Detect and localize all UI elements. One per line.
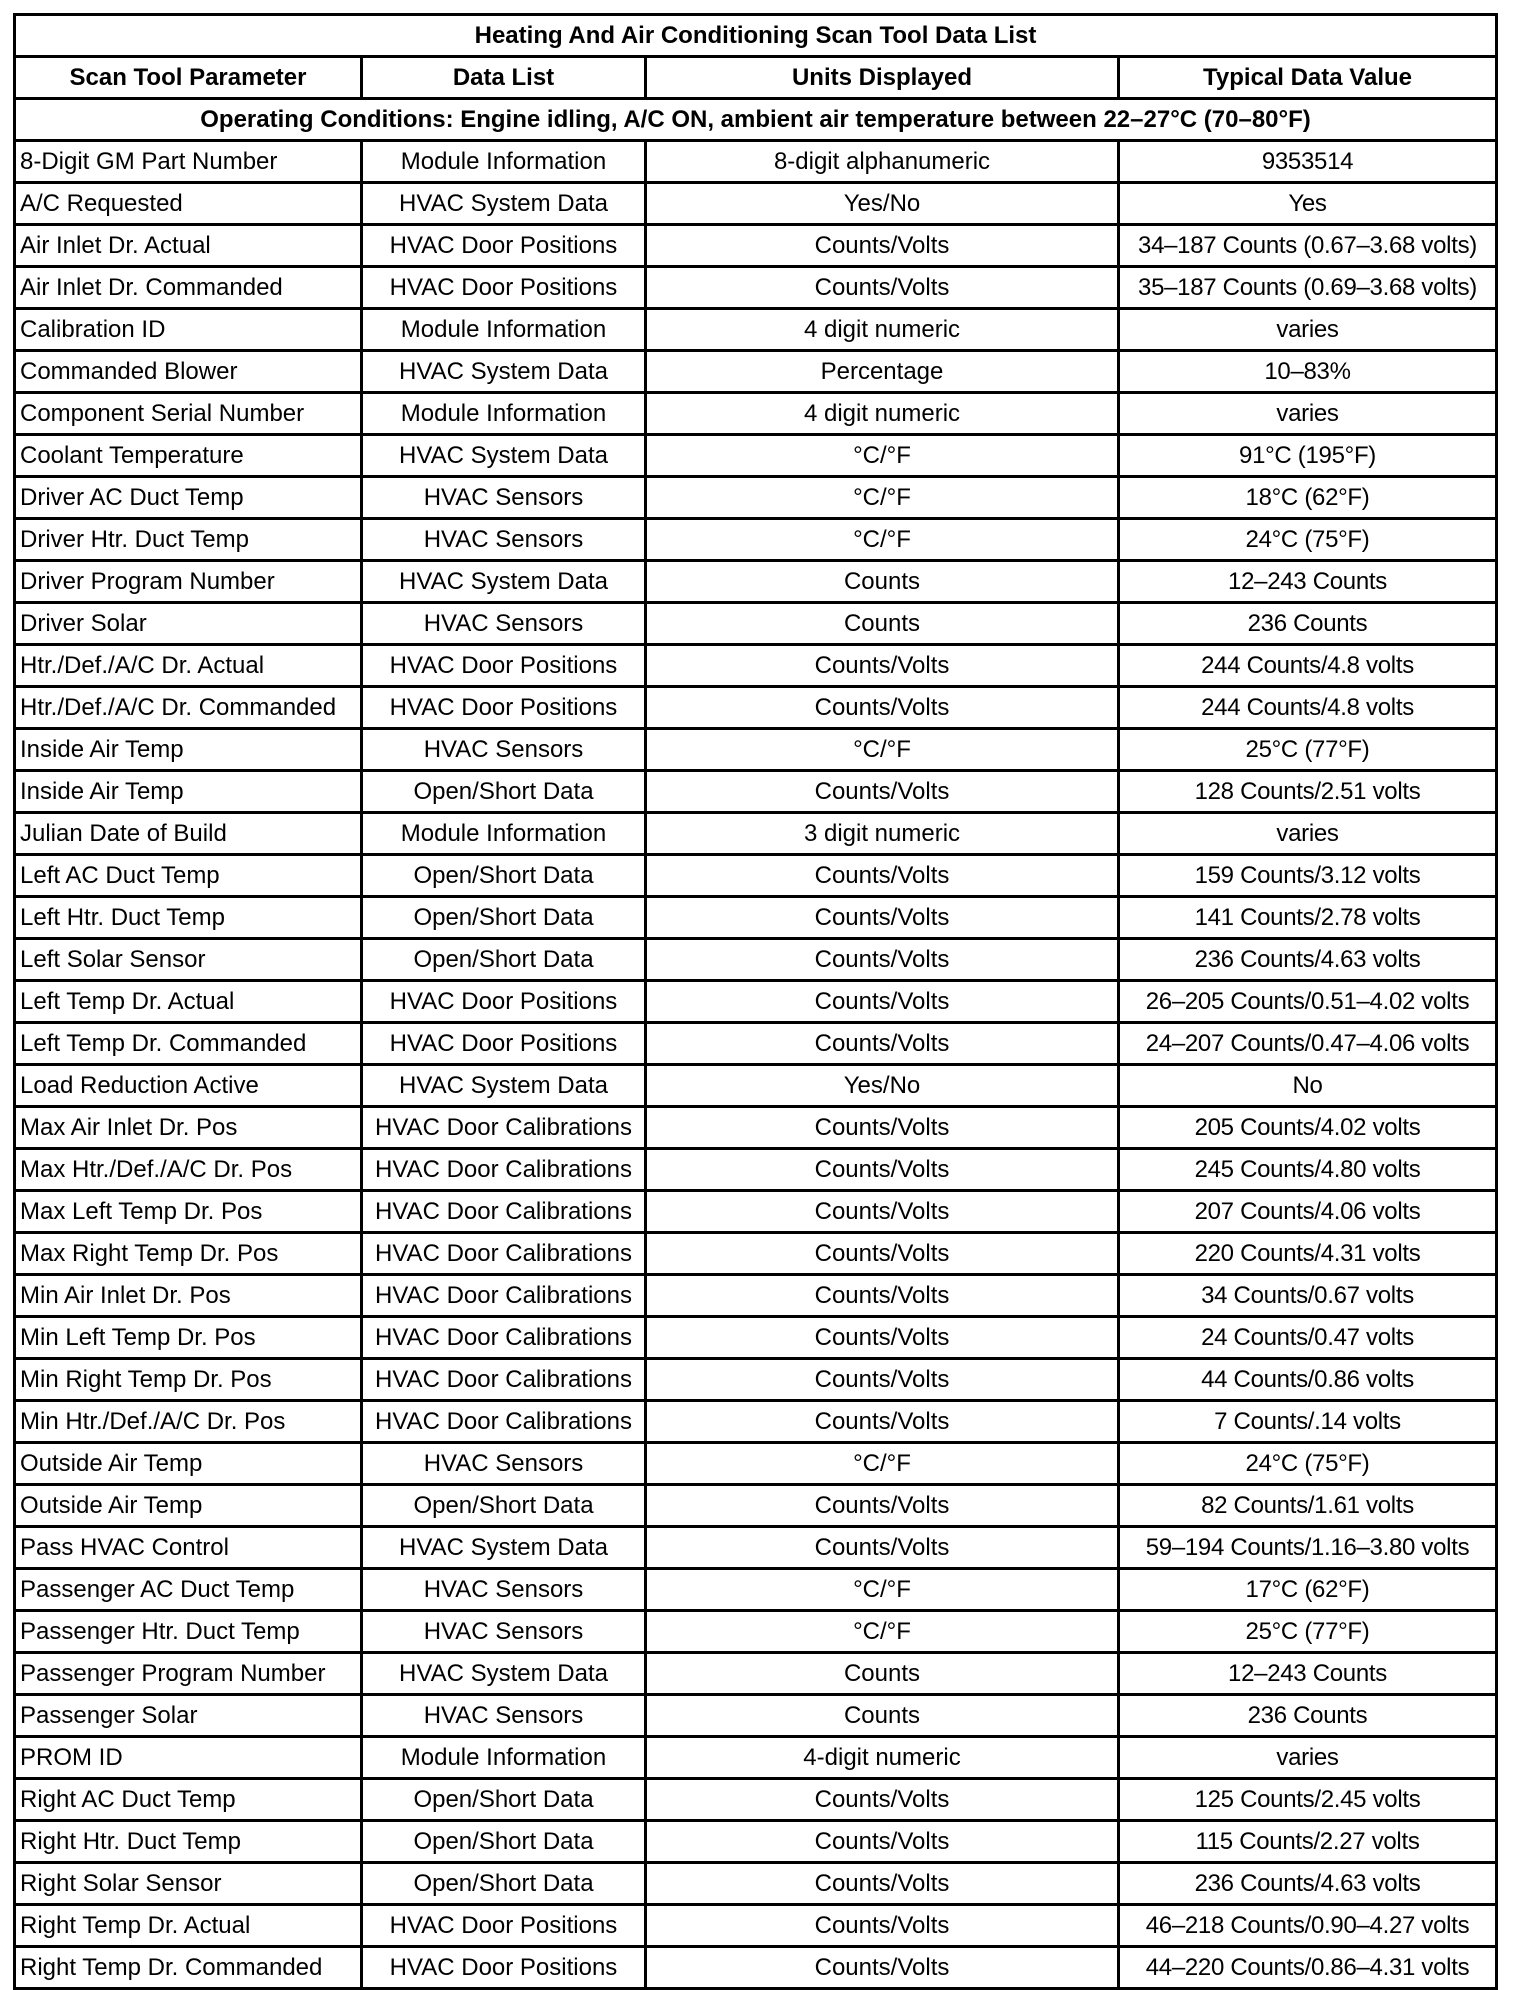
cell-units: Counts/Volts [646,939,1119,981]
table-row [15,1107,1497,1149]
table-row [15,1905,1497,1947]
cell-parameter: Driver AC Duct Temp [15,477,362,519]
cell-units: 4 digit numeric [646,393,1119,435]
cell-parameter: Min Right Temp Dr. Pos [15,1359,362,1401]
cell-units: Counts/Volts [646,1023,1119,1065]
table-row [15,1191,1497,1233]
cell-typical-value: 12–243 Counts [1119,1653,1497,1695]
cell-data-list: Open/Short Data [362,939,646,981]
table-row [15,267,1497,309]
cell-typical-value: 236 Counts/4.63 volts [1119,939,1497,981]
cell-parameter: Max Air Inlet Dr. Pos [15,1107,362,1149]
cell-parameter: A/C Requested [15,183,362,225]
cell-typical-value: 17°C (62°F) [1119,1569,1497,1611]
cell-data-list: HVAC Sensors [362,729,646,771]
cell-units: Counts/Volts [646,1149,1119,1191]
cell-units: Counts/Volts [646,1233,1119,1275]
table-row [15,1401,1497,1443]
cell-data-list: HVAC Sensors [362,519,646,561]
cell-typical-value: 9353514 [1119,141,1497,183]
scan-tool-data-table [13,13,1498,1990]
cell-parameter: Inside Air Temp [15,729,362,771]
cell-units: Counts/Volts [646,225,1119,267]
header-data-list: Data List [362,57,646,99]
cell-data-list: HVAC System Data [362,1065,646,1107]
cell-units: Counts/Volts [646,1527,1119,1569]
operating-conditions-row [15,99,1497,141]
cell-data-list: Module Information [362,309,646,351]
table-row [15,1359,1497,1401]
cell-units: Counts/Volts [646,1485,1119,1527]
cell-typical-value: 236 Counts [1119,1695,1497,1737]
cell-typical-value: 59–194 Counts/1.16–3.80 volts [1119,1527,1497,1569]
cell-data-list: HVAC System Data [362,1527,646,1569]
table-row [15,225,1497,267]
cell-data-list: HVAC Sensors [362,1443,646,1485]
cell-parameter: Left Solar Sensor [15,939,362,981]
cell-typical-value: 245 Counts/4.80 volts [1119,1149,1497,1191]
cell-typical-value: Yes [1119,183,1497,225]
cell-data-list: HVAC Door Calibrations [362,1317,646,1359]
cell-data-list: HVAC Door Positions [362,981,646,1023]
cell-parameter: Pass HVAC Control [15,1527,362,1569]
cell-typical-value: 18°C (62°F) [1119,477,1497,519]
cell-units: Counts/Volts [646,1191,1119,1233]
cell-typical-value: 244 Counts/4.8 volts [1119,645,1497,687]
table-row [15,645,1497,687]
cell-parameter: Min Htr./Def./A/C Dr. Pos [15,1401,362,1443]
cell-typical-value: varies [1119,1737,1497,1779]
cell-typical-value: 26–205 Counts/0.51–4.02 volts [1119,981,1497,1023]
cell-typical-value: 25°C (77°F) [1119,1611,1497,1653]
cell-data-list: HVAC Door Positions [362,225,646,267]
cell-parameter: Driver Solar [15,603,362,645]
cell-parameter: Outside Air Temp [15,1485,362,1527]
cell-units: Counts [646,1653,1119,1695]
cell-typical-value: 35–187 Counts (0.69–3.68 volts) [1119,267,1497,309]
cell-parameter: Commanded Blower [15,351,362,393]
cell-typical-value: 205 Counts/4.02 volts [1119,1107,1497,1149]
cell-typical-value: 24 Counts/0.47 volts [1119,1317,1497,1359]
cell-units: Counts/Volts [646,1275,1119,1317]
cell-data-list: HVAC Sensors [362,1611,646,1653]
cell-typical-value: varies [1119,393,1497,435]
cell-units: 4 digit numeric [646,309,1119,351]
cell-units: Counts/Volts [646,687,1119,729]
table-row [15,309,1497,351]
table-row [15,519,1497,561]
cell-units: Yes/No [646,1065,1119,1107]
cell-parameter: Max Htr./Def./A/C Dr. Pos [15,1149,362,1191]
cell-parameter: Htr./Def./A/C Dr. Commanded [15,687,362,729]
cell-typical-value: 7 Counts/.14 volts [1119,1401,1497,1443]
cell-data-list: Module Information [362,141,646,183]
cell-parameter: Max Right Temp Dr. Pos [15,1233,362,1275]
table-row [15,1233,1497,1275]
table-row [15,1863,1497,1905]
cell-parameter: Coolant Temperature [15,435,362,477]
cell-typical-value: 46–218 Counts/0.90–4.27 volts [1119,1905,1497,1947]
cell-parameter: Max Left Temp Dr. Pos [15,1191,362,1233]
cell-parameter: Right Solar Sensor [15,1863,362,1905]
operating-conditions: Operating Conditions: Engine idling, A/C ON, ambient air temperature between 22–27°C (70–80°F) [15,99,1497,141]
cell-units: Counts/Volts [646,1821,1119,1863]
cell-units: Counts/Volts [646,1779,1119,1821]
table-row [15,477,1497,519]
table-row [15,729,1497,771]
table-row [15,813,1497,855]
table-row [15,1065,1497,1107]
cell-parameter: Inside Air Temp [15,771,362,813]
cell-units: °C/°F [646,477,1119,519]
table-row [15,1653,1497,1695]
cell-units: Counts/Volts [646,981,1119,1023]
table-row [15,1275,1497,1317]
cell-data-list: HVAC System Data [362,351,646,393]
cell-data-list: HVAC Door Positions [362,687,646,729]
cell-parameter: Left Htr. Duct Temp [15,897,362,939]
cell-data-list: HVAC Door Calibrations [362,1149,646,1191]
table-row [15,897,1497,939]
cell-units: °C/°F [646,435,1119,477]
header-scan-tool-parameter: Scan Tool Parameter [15,57,362,99]
cell-parameter: 8-Digit GM Part Number [15,141,362,183]
cell-typical-value: 25°C (77°F) [1119,729,1497,771]
table-row [15,1947,1497,1989]
cell-parameter: Driver Htr. Duct Temp [15,519,362,561]
cell-units: Counts [646,603,1119,645]
cell-units: Counts [646,561,1119,603]
cell-units: Counts/Volts [646,771,1119,813]
table-row [15,855,1497,897]
table-row [15,1443,1497,1485]
table-row [15,1149,1497,1191]
cell-data-list: HVAC System Data [362,1653,646,1695]
cell-data-list: HVAC Sensors [362,603,646,645]
cell-data-list: HVAC Door Positions [362,1023,646,1065]
cell-data-list: HVAC Door Calibrations [362,1191,646,1233]
table-row [15,603,1497,645]
cell-typical-value: 207 Counts/4.06 volts [1119,1191,1497,1233]
cell-units: 3 digit numeric [646,813,1119,855]
table-row [15,435,1497,477]
cell-typical-value: 125 Counts/2.45 volts [1119,1779,1497,1821]
cell-units: 8-digit alphanumeric [646,141,1119,183]
cell-units: Counts/Volts [646,1359,1119,1401]
cell-units: °C/°F [646,1611,1119,1653]
cell-data-list: HVAC Door Positions [362,1905,646,1947]
cell-parameter: Load Reduction Active [15,1065,362,1107]
cell-units: °C/°F [646,1443,1119,1485]
cell-units: 4-digit numeric [646,1737,1119,1779]
table-row [15,183,1497,225]
cell-data-list: Open/Short Data [362,1863,646,1905]
cell-units: Counts/Volts [646,1401,1119,1443]
cell-parameter: Passenger Program Number [15,1653,362,1695]
cell-parameter: Left Temp Dr. Commanded [15,1023,362,1065]
cell-typical-value: 220 Counts/4.31 volts [1119,1233,1497,1275]
cell-units: Counts/Volts [646,1905,1119,1947]
cell-data-list: HVAC Door Positions [362,267,646,309]
cell-units: Counts/Volts [646,1317,1119,1359]
cell-typical-value: 141 Counts/2.78 volts [1119,897,1497,939]
cell-typical-value: 159 Counts/3.12 volts [1119,855,1497,897]
cell-typical-value: 115 Counts/2.27 volts [1119,1821,1497,1863]
cell-data-list: Open/Short Data [362,771,646,813]
cell-units: Counts/Volts [646,1947,1119,1989]
table-row [15,351,1497,393]
cell-typical-value: 44–220 Counts/0.86–4.31 volts [1119,1947,1497,1989]
cell-units: Counts/Volts [646,1107,1119,1149]
table-row [15,1485,1497,1527]
cell-typical-value: 34 Counts/0.67 volts [1119,1275,1497,1317]
cell-data-list: Module Information [362,1737,646,1779]
cell-units: °C/°F [646,729,1119,771]
cell-typical-value: 24°C (75°F) [1119,519,1497,561]
cell-typical-value: 10–83% [1119,351,1497,393]
cell-data-list: HVAC Sensors [362,1695,646,1737]
cell-parameter: Component Serial Number [15,393,362,435]
cell-units: Counts/Volts [646,267,1119,309]
cell-typical-value: No [1119,1065,1497,1107]
cell-parameter: Right AC Duct Temp [15,1779,362,1821]
cell-units: Counts [646,1695,1119,1737]
cell-data-list: HVAC Door Calibrations [362,1107,646,1149]
cell-units: Percentage [646,351,1119,393]
table-row [15,141,1497,183]
cell-typical-value: 24°C (75°F) [1119,1443,1497,1485]
cell-parameter: Air Inlet Dr. Commanded [15,267,362,309]
cell-data-list: Open/Short Data [362,897,646,939]
cell-parameter: Driver Program Number [15,561,362,603]
cell-parameter: Right Temp Dr. Commanded [15,1947,362,1989]
table-title: Heating And Air Conditioning Scan Tool Data List [15,15,1497,57]
table-row [15,1317,1497,1359]
table-row [15,1821,1497,1863]
cell-parameter: Left AC Duct Temp [15,855,362,897]
table-row [15,1779,1497,1821]
cell-parameter: Julian Date of Build [15,813,362,855]
table-row [15,1611,1497,1653]
cell-typical-value: 82 Counts/1.61 volts [1119,1485,1497,1527]
cell-data-list: Open/Short Data [362,1821,646,1863]
cell-units: °C/°F [646,519,1119,561]
table-row [15,1695,1497,1737]
cell-data-list: HVAC System Data [362,561,646,603]
cell-data-list: HVAC Door Calibrations [362,1359,646,1401]
cell-typical-value: 24–207 Counts/0.47–4.06 volts [1119,1023,1497,1065]
table-row [15,939,1497,981]
cell-data-list: Open/Short Data [362,1485,646,1527]
cell-typical-value: 236 Counts/4.63 volts [1119,1863,1497,1905]
title-row [15,15,1497,57]
cell-units: Counts/Volts [646,897,1119,939]
table-row [15,1023,1497,1065]
table-row [15,561,1497,603]
cell-data-list: HVAC System Data [362,183,646,225]
cell-typical-value: 44 Counts/0.86 volts [1119,1359,1497,1401]
table-row [15,1569,1497,1611]
table-row [15,687,1497,729]
table-row [15,771,1497,813]
cell-units: Counts/Volts [646,855,1119,897]
cell-units: Counts/Volts [646,1863,1119,1905]
cell-typical-value: 236 Counts [1119,603,1497,645]
cell-parameter: Right Temp Dr. Actual [15,1905,362,1947]
cell-parameter: Min Air Inlet Dr. Pos [15,1275,362,1317]
cell-parameter: Htr./Def./A/C Dr. Actual [15,645,362,687]
header-units-displayed: Units Displayed [646,57,1119,99]
cell-parameter: Passenger Htr. Duct Temp [15,1611,362,1653]
table-row [15,1737,1497,1779]
header-typical-data-value: Typical Data Value [1119,57,1497,99]
cell-parameter: Passenger Solar [15,1695,362,1737]
cell-typical-value: 34–187 Counts (0.67–3.68 volts) [1119,225,1497,267]
cell-parameter: Right Htr. Duct Temp [15,1821,362,1863]
cell-parameter: Air Inlet Dr. Actual [15,225,362,267]
cell-data-list: HVAC Door Positions [362,1947,646,1989]
cell-units: °C/°F [646,1569,1119,1611]
cell-data-list: Open/Short Data [362,1779,646,1821]
cell-parameter: Min Left Temp Dr. Pos [15,1317,362,1359]
table-row [15,393,1497,435]
cell-data-list: HVAC Door Calibrations [362,1233,646,1275]
cell-data-list: Open/Short Data [362,855,646,897]
cell-typical-value: varies [1119,309,1497,351]
cell-units: Counts/Volts [646,645,1119,687]
cell-typical-value: varies [1119,813,1497,855]
cell-data-list: HVAC System Data [362,435,646,477]
table-body [15,141,1497,1989]
cell-data-list: HVAC Door Calibrations [362,1275,646,1317]
cell-typical-value: 12–243 Counts [1119,561,1497,603]
cell-parameter: Passenger AC Duct Temp [15,1569,362,1611]
cell-data-list: HVAC Sensors [362,1569,646,1611]
cell-typical-value: 91°C (195°F) [1119,435,1497,477]
cell-parameter: PROM ID [15,1737,362,1779]
cell-data-list: HVAC Sensors [362,477,646,519]
cell-units: Yes/No [646,183,1119,225]
cell-data-list: Module Information [362,813,646,855]
table-row [15,1527,1497,1569]
header-row [15,57,1497,99]
cell-data-list: HVAC Door Positions [362,645,646,687]
cell-parameter: Left Temp Dr. Actual [15,981,362,1023]
cell-typical-value: 244 Counts/4.8 volts [1119,687,1497,729]
cell-data-list: HVAC Door Calibrations [362,1401,646,1443]
cell-parameter: Calibration ID [15,309,362,351]
cell-typical-value: 128 Counts/2.51 volts [1119,771,1497,813]
cell-parameter: Outside Air Temp [15,1443,362,1485]
table-row [15,981,1497,1023]
cell-data-list: Module Information [362,393,646,435]
